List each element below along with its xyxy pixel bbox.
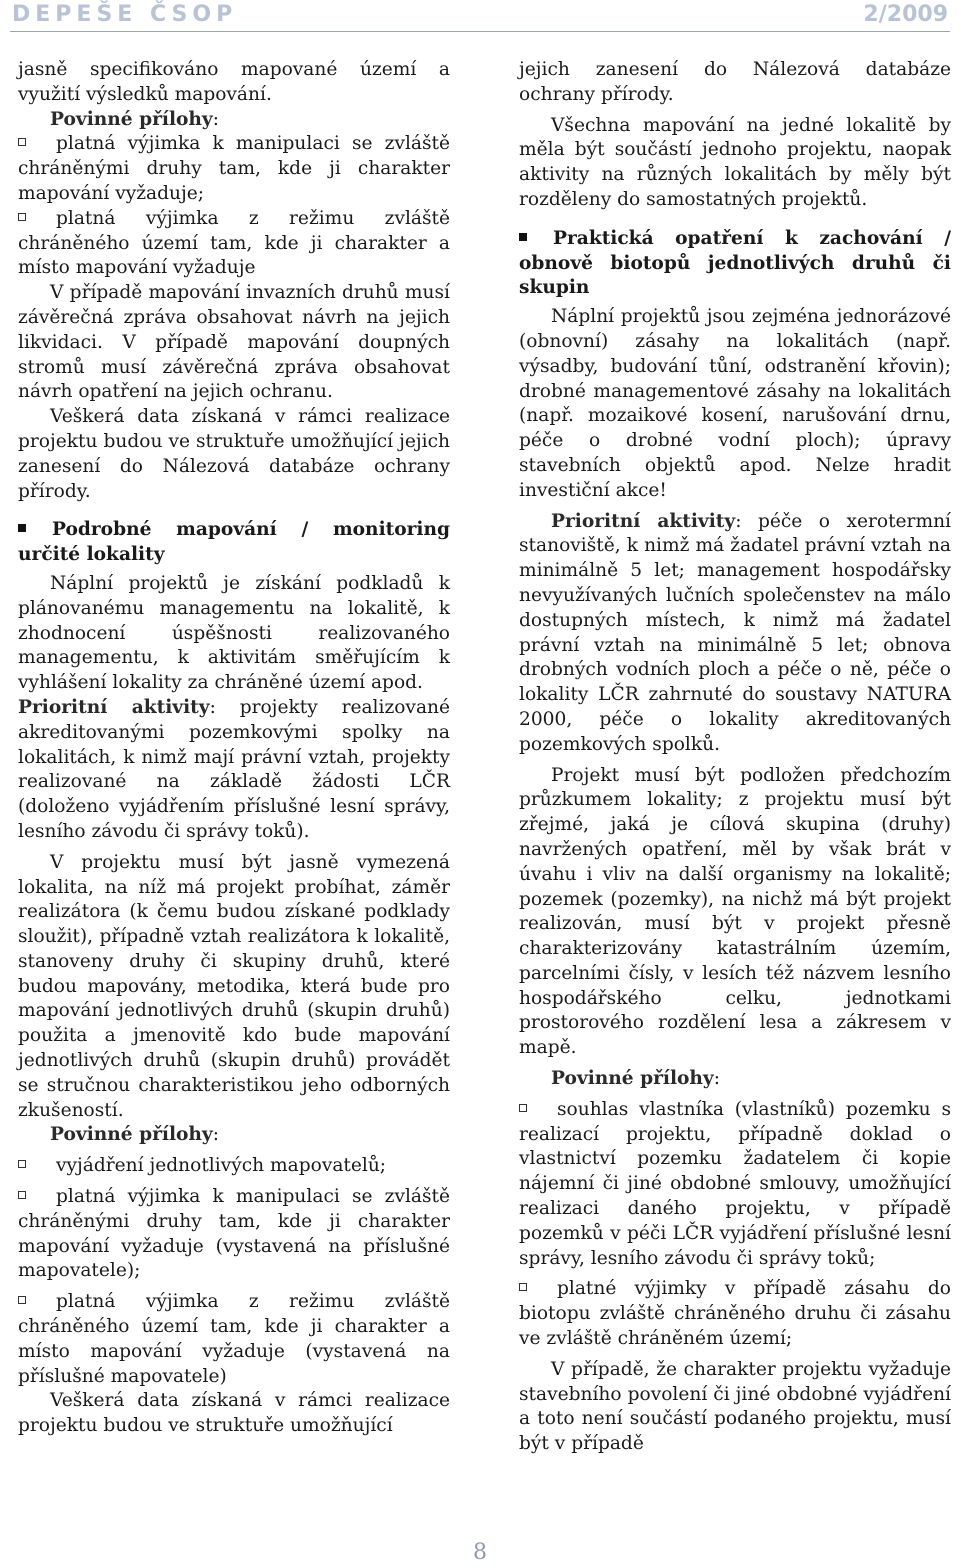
filled-square-bullet-icon [519,233,527,241]
publication-title: DEPEŠE ČSOP [12,2,238,27]
attachments-label: Povinné přílohy [50,108,213,130]
square-bullet-icon [519,1283,527,1291]
list-item-text: souhlas vlastníka (vlastníků) pozemku s realizací projektu, případně doklad o vlastnictví pozemku žadatelem či kopie nájemní či jiné obdobné smlouvy, umožňující realizaci daného projektu, v případě pozemků v péči LČR vyjádření příslušné lesní správy, lesního závodu či správy toků; [519,1098,951,1269]
priority-label: Prioritní aktivity [18,696,210,718]
page-number: 8 [473,1540,487,1565]
list-item [519,1277,951,1351]
paragraph: Náplní projektů je získání podkladů k plánovanému managementu na lokalitě, k zhodnocení úspěšnosti realizovaného managementu, k aktivitám směřujícím k vyhlášení lokality za chráněné území apod. [18,572,450,694]
square-bullet-icon [18,1296,26,1304]
attachments-heading [18,1123,450,1148]
section-heading-text: Podrobné mapování / monitoring určité lokality [18,519,450,566]
issue-number: 2/2009 [863,2,948,27]
list-item-text: platné výjimky v případě zásahu do biotopu zvláště chráněného druhu či zásahu ve zvláště chráněném území; [519,1278,951,1350]
square-bullet-icon [18,213,26,221]
paragraph: Všechna mapování na jedné lokalitě by měla být součástí jednoho projektu, naopak aktivity na různých lokalitách by měly být rozděleny do samostatných projektů. [519,114,951,210]
list-item [18,207,450,281]
attachments-heading [519,1067,951,1092]
list-item [519,1098,951,1272]
priority-text: : projekty realizované akreditovanými pozemkovými spolky na lokalitách, k nimž mají právní vztah, projekty realizované na základě žádosti LČR (doloženo vyjádřením příslušné lesní správy, lesního závodu či správy toků). [18,696,451,842]
section-heading [18,518,450,568]
paragraph: V případě mapování invazních druhů musí závěrečná zpráva obsahovat návrh na jejich likvidaci. V případě mapování doupných stromů musí závěrečná zpráva obsahovat návrh opatření na jejich ochranu. [18,282,450,403]
paragraph: V případě, že charakter projektu vyžaduje stavebního povolení či jiné obdobné vyjádření a toto není součástí podaného projektu, musí být v případě [519,1358,951,1455]
priority-paragraph [519,510,951,758]
attachments-heading [18,108,450,133]
square-bullet-icon [519,1104,527,1112]
page-header [0,0,960,34]
square-bullet-icon [18,1160,26,1168]
paragraph: Veškerá data získaná v rámci realizace projektu budou ve struktuře umožňující [18,1390,450,1437]
header-divider [10,31,950,32]
square-bullet-icon [18,138,26,146]
section-heading-text: Praktická opatření k zachování / obnově biotopů jednotlivých druhů či skupin [519,227,951,299]
priority-paragraph [18,696,450,845]
priority-label: Prioritní aktivity [551,510,736,532]
paragraph: Projekt musí být podložen předchozím průzkumem lokality; z projektu musí být zřejmé, jaká je cílová skupina (druhy) navržených opatření, měl by však brát v úvahu i vliv na další organismy na lokalitě; pozemek (pozemky), na nichž má být projekt realizován, musí být v projekt přesně charakterizovány katastrálním územím, parcelními čísly, v lesích též názvem lesního hospodářského celku, jednotkami prostorového rozdělení lesa a zákresem v mapě. [519,764,951,1059]
list-item [18,1154,450,1179]
left-column [18,58,450,1439]
attachments-colon: : [212,1124,220,1146]
paragraph: jasně specifikováno mapované území a využití výsledků mapování. [18,59,450,105]
list-item [18,1290,450,1389]
paragraph: Náplní projektů jsou zejména jednorázové (obnovní) zásahy na lokalitách (např. výsadby, budování tůní, odstranění křovin); drobné managementové zásahy na lokalitách (např. mozaikové kosení, narušování drnu, péče o drobné vodní ploch); úpravy stavebních objektů apod. Nelze hradit investiční akce! [519,306,951,501]
priority-text: : péče o xerotermní stanoviště, k nimž má žadatel právní vztah na minimálně 5 let; management hospodářsky nevyužívaných lučních společenstev na málo dostupných místech, k nimž má žadatel právní vztah na minimálně 5 let; obnova drobných vodních ploch a péče o ně, péče o lokality LČR zahrnuté do soustavy NATURA 2000, péče o lokality akreditovaných pozemkových spolků. [519,510,951,755]
paragraph: V projektu musí být jasně vymezená lokalita, na níž má projekt probíhat, záměr realizátora (k čemu budou získané podklady sloužit), případně vztah realizátora k lokalitě, stanoveny druhy či skupiny druhů, které budou mapovány, metodika, která bude pro mapování jednotlivých druhů (skupin druhů) použita a jmenovitě kdo bude mapování jednotlivých druhů (skupin druhů) provádět se stručnou charakteristikou jeho odborných zkušeností. [18,851,450,1121]
filled-square-bullet-icon [18,524,26,532]
list-item-text: vyjádření jednotlivých mapovatelů; [56,1155,387,1177]
paragraph: Veškerá data získaná v rámci realizace projektu budou ve struktuře umožňující jejich zanesení do Nálezová databáze ochrany přírody. [18,406,450,502]
section-heading [519,227,951,301]
right-column [519,58,951,1457]
list-item [18,1185,450,1284]
paragraph: jejich zanesení do Nálezová databáze ochrany přírody. [519,59,951,105]
attachments-label: Povinné přílohy [50,1124,213,1146]
list-item [18,132,450,206]
list-item-text: platná výjimka k manipulaci se zvláště chráněnými druhy tam, kde ji charakter mapování vyžaduje; [18,133,450,204]
attachments-colon: : [713,1068,721,1090]
square-bullet-icon [18,1191,26,1199]
list-item-text: platná výjimka z režimu zvláště chráněného území tam, kde ji charakter a místo mapování vyžaduje (vystavená na příslušné mapovatele) [18,1291,450,1387]
attachments-label: Povinné přílohy [551,1068,714,1090]
list-item-text: platná výjimka z režimu zvláště chráněného území tam, kde ji charakter a místo mapování vyžaduje [18,207,450,279]
list-item-text: platná výjimka k manipulaci se zvláště chráněnými druhy tam, kde ji charakter mapování vyžaduje (vystavená na příslušné mapovatele); [18,1186,450,1282]
attachments-colon: : [212,108,220,130]
